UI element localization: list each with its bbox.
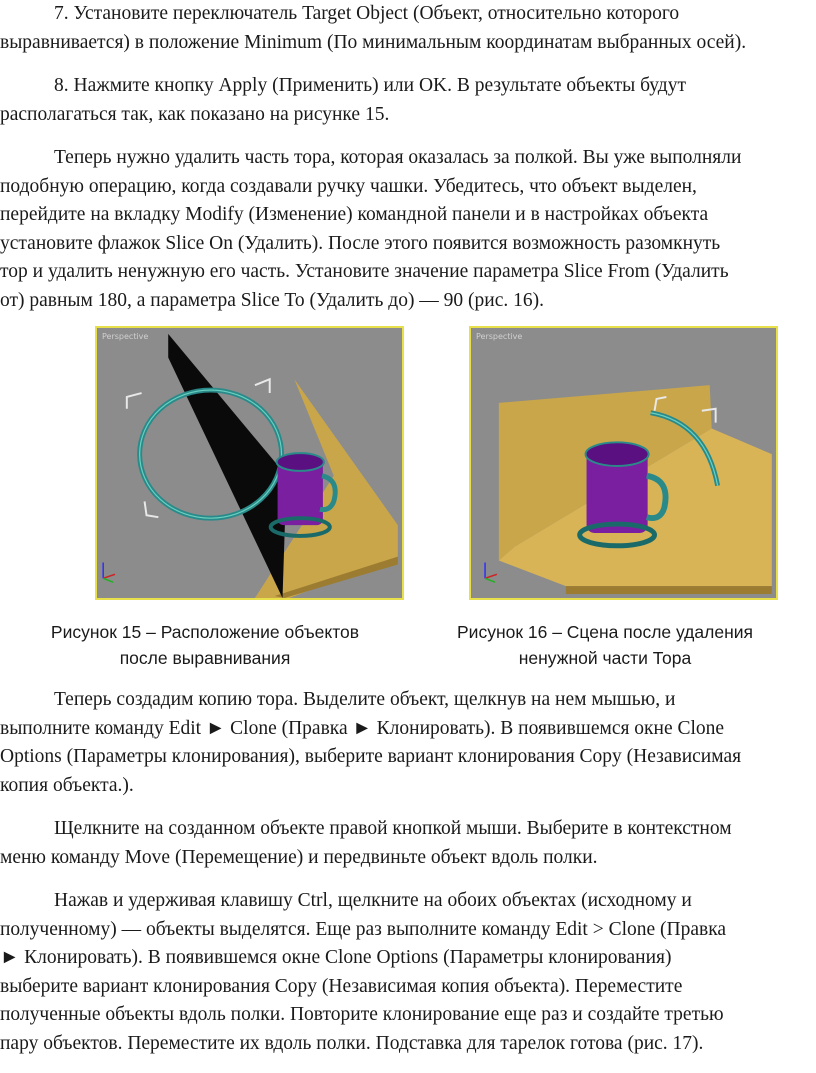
- text-line: Теперь создадим копию тора. Выделите объект, щелкнув на нем мышью, и: [54, 689, 676, 710]
- text-line: полученные объекты вдоль полки. Повторите клонирование еще раз и создайте третью: [0, 1004, 724, 1025]
- caption-line: Рисунок 16 – Сцена после удаления: [457, 622, 753, 642]
- text-line: выравнивается) в положение Minimum (По минимальным координатам выбранных осей).: [0, 31, 747, 53]
- viewport-label: Perspective: [102, 332, 149, 341]
- text-line: Щелкните на созданном объекте правой кнопкой мыши. Выберите в контекстном: [54, 818, 732, 839]
- text-line: перейдите на вкладку Modify (Изменение) командной панели и в настройках объекта: [0, 204, 709, 225]
- paragraph-slice: [0, 144, 816, 315]
- text-line: 8. Нажмите кнопку Apply (Применить) или OK. В результате объекты будут: [54, 75, 686, 96]
- text-line: установите флажок Slice On (Удалить). После этого появится возможность разомкнуть: [0, 232, 721, 254]
- text-line: копия объекта.).: [0, 774, 134, 796]
- caption-line: после выравнивания: [119, 648, 291, 668]
- text-line: Options (Параметры клонирования), выберите вариант клонирования Copy (Независимая: [0, 746, 742, 767]
- figure-15-scene: [97, 328, 402, 598]
- paragraph-ctrl-clone: [0, 887, 816, 1058]
- text-line: от) равным 180, а параметра Slice To (Удалить до) — 90 (рис. 16).: [0, 289, 545, 311]
- caption-line: ненужной части Тора: [518, 648, 692, 668]
- text-line: 7. Установите переключатель Target Object (Объект, относительно которого: [54, 3, 680, 24]
- figure-15-viewport: [95, 326, 404, 600]
- paragraph-move: [0, 815, 816, 872]
- text-line: располагаться так, как показано на рисунке 15.: [0, 103, 390, 125]
- figure-16-viewport: [469, 326, 778, 600]
- figure-15-caption: [20, 619, 390, 671]
- figure-16-scene: [471, 328, 776, 598]
- text-line: подобную операцию, когда создавали ручку чашки. Убедитесь, что объект выделен,: [0, 175, 697, 197]
- viewport-label: Perspective: [476, 332, 523, 341]
- text-line: пару объектов. Переместите их вдоль полки. Подставка для тарелок готова (рис. 17).: [0, 1032, 704, 1054]
- text-line: выберите вариант клонирования Copy (Независимая копия объекта). Переместите: [0, 975, 683, 997]
- caption-line: Рисунок 15 – Расположение объектов: [50, 622, 360, 642]
- paragraph-step-8: [0, 72, 816, 129]
- figure-16-caption: [420, 619, 790, 671]
- text-line: полученному) — объекты выделятся. Еще раз выполните команду Edit > Clone (Правка: [0, 918, 727, 940]
- text-line: тор и удалить ненужную его часть. Установите значение параметра Slice From (Удалить: [0, 261, 729, 282]
- text-line: ► Клонировать). В появившемся окне Clone Options (Параметры клонирования): [0, 947, 672, 968]
- paragraph-step-7: [0, 0, 816, 57]
- paragraph-clone: [0, 686, 816, 800]
- text-line: выполните команду Edit ► Clone (Правка ► Клонировать). В появившемся окне Clone: [0, 717, 725, 739]
- text-line: меню команду Move (Перемещение) и передвиньте объект вдоль полки.: [0, 846, 598, 868]
- text-line: Теперь нужно удалить часть тора, которая оказалась за полкой. Вы уже выполняли: [54, 147, 742, 168]
- text-line: Нажав и удерживая клавишу Ctrl, щелкните на обоих объектах (исходному и: [54, 890, 692, 911]
